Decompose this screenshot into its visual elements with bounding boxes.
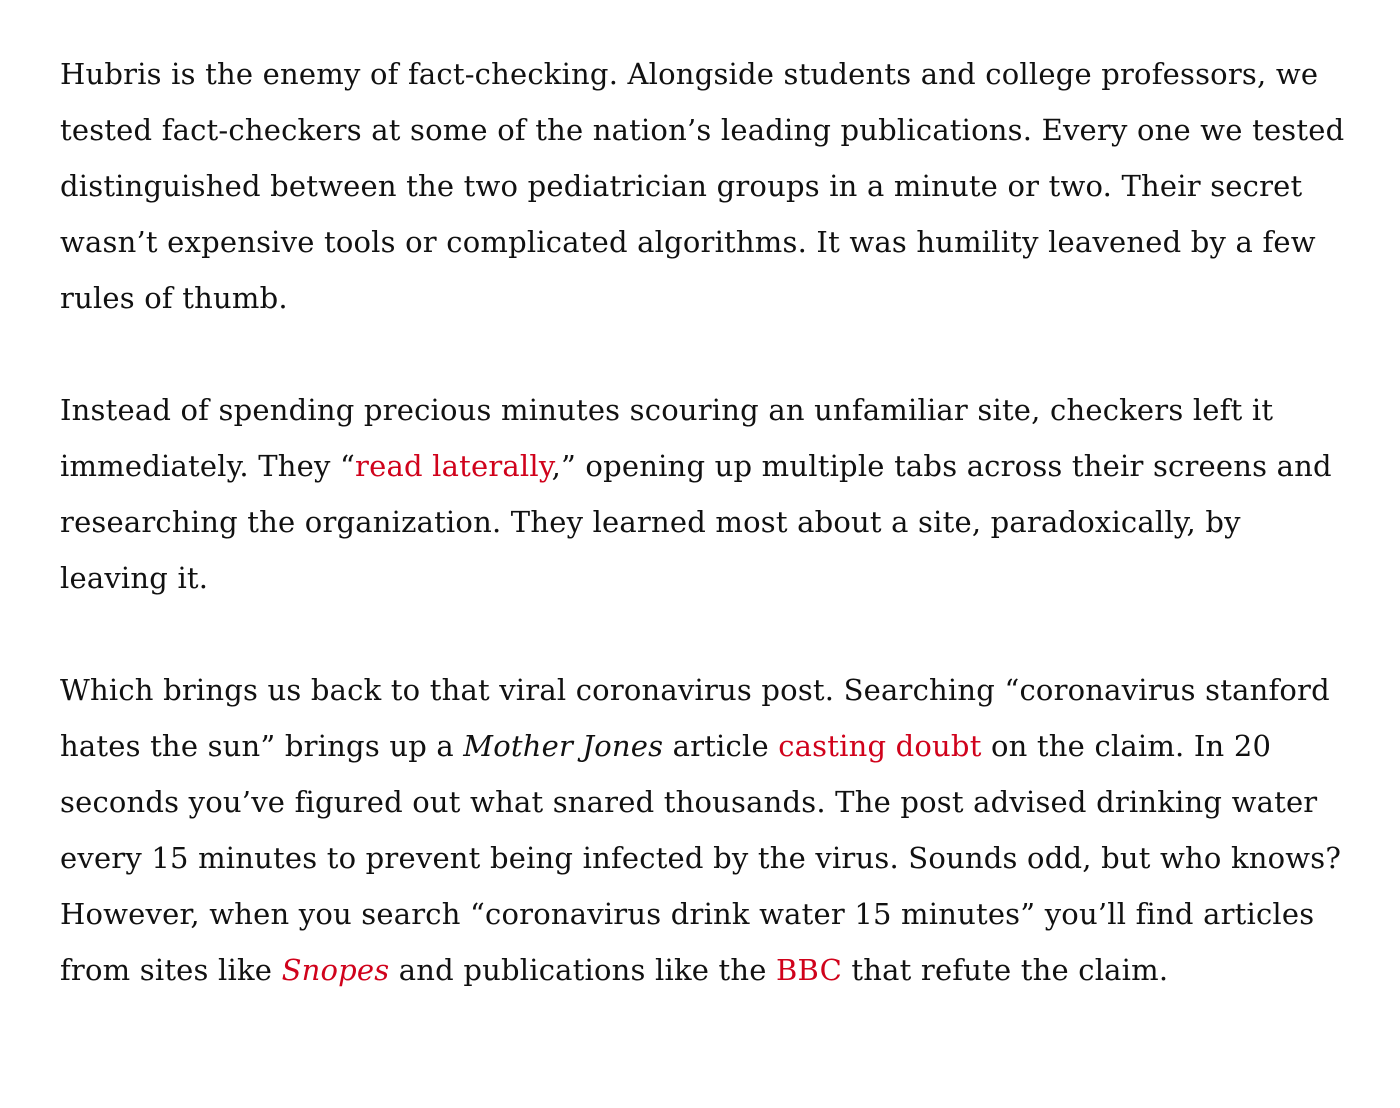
paragraph-text: article: [663, 729, 779, 763]
bbc-link[interactable]: BBC: [776, 953, 842, 987]
publication-name-mother-jones: Mother Jones: [463, 729, 664, 763]
paragraph-text: on the claim. In 20 seconds you’ve figured out what snared thousands. The post advised drinking water every 15 minutes to prevent being infected by the virus. Sounds odd, but who knows? However, when you search “coronavirus drink water 15 minutes” you’ll find articles from sites like: [60, 729, 1342, 987]
paragraph-lateral-reading: [60, 382, 1350, 606]
snopes-link-label: Snopes: [281, 953, 390, 987]
casting-doubt-link[interactable]: casting doubt: [778, 729, 982, 763]
article-body: [60, 46, 1350, 998]
paragraph-coronavirus-post: [60, 662, 1350, 998]
paragraph-text: Instead of spending precious minutes scouring an unfamiliar site, checkers left it immediately. They “: [60, 393, 1274, 483]
paragraph-text: that refute the claim.: [841, 953, 1169, 987]
paragraph-text: Which brings us back to that viral coronavirus post. Searching “coronavirus stanford hates the sun” brings up a: [60, 673, 1330, 763]
snopes-link[interactable]: [282, 953, 390, 987]
paragraph-hubris: Hubris is the enemy of fact-checking. Alongside students and college professors, we tested fact-checkers at some of the nation’s leading publications. Every one we tested distinguished between the two pediatrician groups in a minute or two. Their secret wasn’t expensive tools or complicated algorithms. It was humility leavened by a few rules of thumb.: [60, 57, 1345, 315]
read-laterally-link[interactable]: read laterally: [355, 449, 552, 483]
paragraph-text: and publications like the: [389, 953, 777, 987]
paragraph-text: ,” opening up multiple tabs across their screens and researching the organization. They learned most about a site, paradoxically, by leaving it.: [60, 449, 1332, 595]
